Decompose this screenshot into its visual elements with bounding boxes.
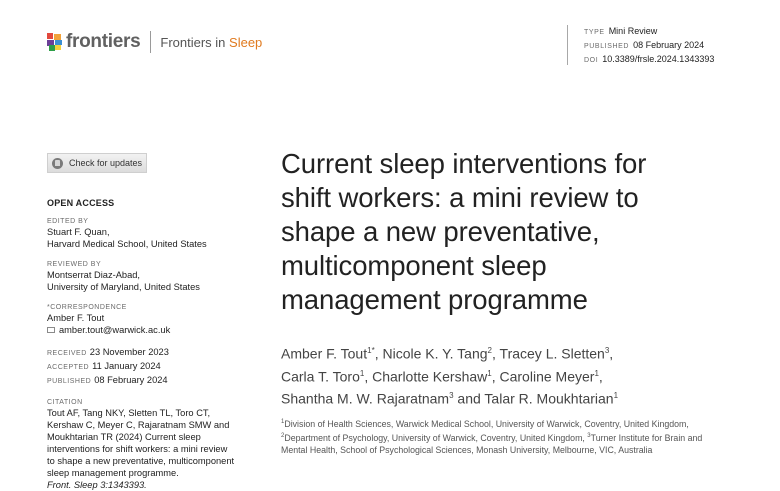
title-line: shift workers: a mini review to: [281, 182, 639, 213]
affiliation-text: Department of Psychology, University of Warwick, Coventry, United Kingdom,: [284, 432, 588, 443]
author-affiliation-sup: 1: [613, 391, 619, 401]
citation-line: to shape a new preventative, multicomponent: [47, 455, 235, 466]
citation-line: sleep management programme.: [47, 467, 179, 478]
meta-key: PUBLISHED: [584, 43, 630, 50]
open-access-label: OPEN ACCESS: [47, 197, 115, 208]
meta-published: [584, 39, 714, 53]
author-name[interactable]: Carla T. Toro: [281, 368, 360, 385]
author-affiliation-sup: 1: [487, 368, 492, 378]
citation-line: interventions for shift workers: a mini review: [47, 443, 228, 454]
check-for-updates-button[interactable]: [47, 153, 147, 173]
date-value: 08 February 2024: [94, 374, 168, 385]
meta-type: [584, 25, 714, 39]
editor-affiliation: Harvard Medical School, United States: [47, 238, 207, 249]
author-separator: ,: [609, 345, 614, 362]
mail-icon: [47, 327, 55, 333]
author-affiliation-sup: 1: [594, 368, 599, 378]
date-published: [47, 374, 257, 388]
article-header: [281, 147, 721, 456]
author-name[interactable]: Amber F. Tout: [281, 345, 368, 362]
author-separator: ,: [374, 345, 383, 362]
doi-link[interactable]: 10.3389/frsle.2024.1343393: [602, 54, 715, 64]
affiliation-sup: 1: [281, 418, 285, 425]
citation-line: Moukhtarian TR (2024) Current sleep: [47, 431, 201, 442]
article-dates: [47, 346, 257, 388]
author-separator: ,: [598, 368, 603, 385]
date-key: RECEIVED: [47, 349, 87, 357]
sidebar: [47, 153, 257, 491]
editor-name: Stuart F. Quan,: [47, 226, 110, 237]
reviewer-affiliation: University of Maryland, United States: [47, 281, 200, 292]
bookmark-update-icon: [52, 158, 63, 169]
citation-line: Tout AF, Tang NKY, Sletten TL, Toro CT,: [47, 407, 211, 418]
logo-divider: [150, 31, 151, 53]
date-key: ACCEPTED: [47, 363, 90, 371]
correspondence-email-row: [47, 324, 257, 336]
author-separator: ,: [364, 368, 373, 385]
meta-value: Mini Review: [608, 26, 658, 36]
author-affiliation-sup: 1*: [367, 346, 375, 355]
affiliation-text: Division of Health Sciences, Warwick Medical School, University of Warwick, Coventry, United Kingdom,: [284, 418, 689, 429]
meta-doi: [584, 53, 714, 67]
meta-value: 08 February 2024: [633, 40, 705, 50]
author-separator: ,: [491, 368, 500, 385]
meta-key: DOI: [584, 57, 599, 64]
author-separator: ,: [492, 345, 500, 362]
correspondence-label: *CORRESPONDENCE: [47, 303, 127, 311]
author-affiliation-sup: 2: [487, 346, 492, 355]
author-line: [281, 341, 721, 364]
date-key: PUBLISHED: [47, 377, 92, 385]
affiliation-sup: 3: [587, 432, 591, 439]
date-accepted: [47, 360, 257, 374]
citation-journal: Front. Sleep 3:1343393.: [47, 479, 147, 490]
date-value: 11 January 2024: [92, 360, 161, 371]
title-line: Current sleep interventions for: [281, 148, 647, 179]
correspondence-email-link[interactable]: amber.tout@warwick.ac.uk: [59, 324, 171, 335]
affiliation-text: Turner Institute for Brain and Mental Health, School of Psychological Sciences, Monash University, Melbourne, VIC, Australia: [281, 432, 703, 455]
author-line: [281, 386, 721, 409]
author-affiliation-sup: 3: [604, 346, 610, 355]
check-updates-label: Check for updates: [69, 158, 143, 168]
frontiers-logo-icon: [47, 33, 63, 51]
citation-line: Kershaw C, Meyer C, Rajaratnam SMW and: [47, 419, 230, 430]
author-line: [281, 364, 721, 387]
reviewer-name: Montserrat Diaz-Abad,: [47, 269, 141, 280]
title-line: multicomponent sleep: [281, 250, 547, 281]
author-affiliation-sup: 3: [449, 391, 454, 401]
affiliations: [281, 416, 721, 456]
correspondence-name: Amber F. Tout: [47, 312, 105, 323]
author-list: [281, 341, 721, 409]
article-meta: [567, 25, 714, 65]
brand-name: frontiers: [66, 31, 141, 52]
author-name[interactable]: Shantha M. W. Rajaratnam: [281, 390, 450, 407]
author-separator: and: [453, 390, 485, 407]
date-received: [47, 346, 257, 360]
author-name[interactable]: Talar R. Moukhtarian: [484, 390, 614, 407]
journal-name: [160, 35, 262, 50]
title-line: shape a new preventative,: [281, 216, 600, 247]
reviewed-by-label: REVIEWED BY: [47, 260, 102, 268]
affiliation-sup: 2: [281, 432, 285, 439]
author-name[interactable]: Nicole K. Y. Tang: [382, 345, 488, 362]
author-name[interactable]: Tracey L. Sletten: [499, 345, 605, 362]
author-name[interactable]: Charlotte Kershaw: [372, 368, 488, 385]
edited-by-label: EDITED BY: [47, 217, 89, 225]
title-line: management programme: [281, 284, 588, 315]
journal-accent: Sleep: [229, 34, 263, 50]
date-value: 23 November 2023: [89, 346, 169, 357]
meta-key: TYPE: [584, 29, 605, 36]
citation-label: CITATION: [47, 398, 83, 406]
article-title: [281, 147, 721, 317]
author-name[interactable]: Caroline Meyer: [499, 368, 595, 385]
author-affiliation-sup: 1: [359, 368, 365, 378]
frontiers-logo[interactable]: [47, 31, 262, 53]
journal-prefix: Frontiers in: [160, 34, 226, 50]
